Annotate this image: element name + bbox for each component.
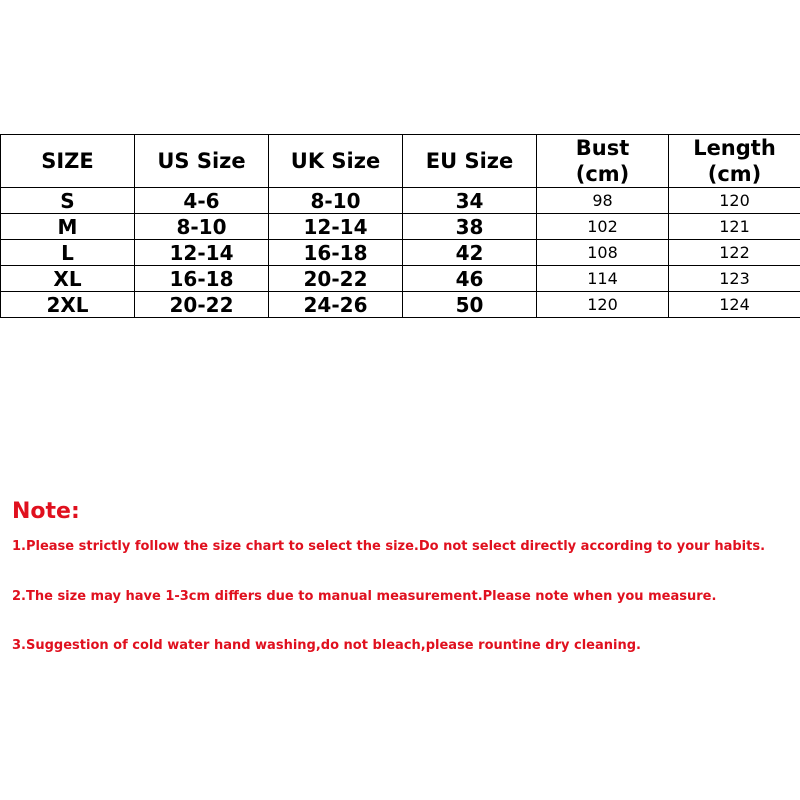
cell-eu-size: 50	[403, 292, 537, 318]
table-header-row	[1, 135, 800, 188]
header-bust	[537, 135, 669, 188]
table-row	[1, 188, 800, 214]
size-chart-table	[0, 134, 800, 318]
table-row	[1, 214, 800, 240]
header-size: SIZE	[1, 135, 135, 188]
note-line-1: 1.Please strictly follow the size chart to select the size.Do not select directly according to your habits.	[12, 539, 766, 554]
cell-bust: 108	[537, 240, 669, 266]
cell-bust: 102	[537, 214, 669, 240]
cell-us-size: 12-14	[135, 240, 269, 266]
header-eu-size: EU Size	[403, 135, 537, 188]
cell-bust: 98	[537, 188, 669, 214]
cell-uk-size: 8-10	[269, 188, 403, 214]
cell-size: S	[1, 188, 135, 214]
note-title: Note:	[12, 499, 80, 524]
cell-uk-size: 12-14	[269, 214, 403, 240]
cell-eu-size: 34	[403, 188, 537, 214]
cell-eu-size: 46	[403, 266, 537, 292]
cell-size: L	[1, 240, 135, 266]
cell-length: 121	[669, 214, 800, 240]
table-row	[1, 266, 800, 292]
cell-length: 122	[669, 240, 800, 266]
cell-length: 123	[669, 266, 800, 292]
cell-us-size: 20-22	[135, 292, 269, 318]
cell-us-size: 8-10	[135, 214, 269, 240]
cell-us-size: 16-18	[135, 266, 269, 292]
cell-size: XL	[1, 266, 135, 292]
header-length	[669, 135, 800, 188]
cell-length: 124	[669, 292, 800, 318]
table-row	[1, 240, 800, 266]
table-row	[1, 292, 800, 318]
cell-bust: 120	[537, 292, 669, 318]
note-line-2: 2.The size may have 1-3cm differs due to manual measurement.Please note when you measure.	[12, 589, 717, 604]
cell-length: 120	[669, 188, 800, 214]
header-bust-label: Bust (cm)	[575, 136, 630, 186]
cell-size: M	[1, 214, 135, 240]
cell-uk-size: 20-22	[269, 266, 403, 292]
header-us-size: US Size	[135, 135, 269, 188]
cell-eu-size: 42	[403, 240, 537, 266]
cell-uk-size: 16-18	[269, 240, 403, 266]
note-line-3: 3.Suggestion of cold water hand washing,do not bleach,please rountine dry cleaning.	[12, 638, 641, 653]
cell-us-size: 4-6	[135, 188, 269, 214]
cell-bust: 114	[537, 266, 669, 292]
header-uk-size: UK Size	[269, 135, 403, 188]
cell-eu-size: 38	[403, 214, 537, 240]
cell-size: 2XL	[1, 292, 135, 318]
header-length-label: Length (cm)	[693, 136, 776, 186]
cell-uk-size: 24-26	[269, 292, 403, 318]
